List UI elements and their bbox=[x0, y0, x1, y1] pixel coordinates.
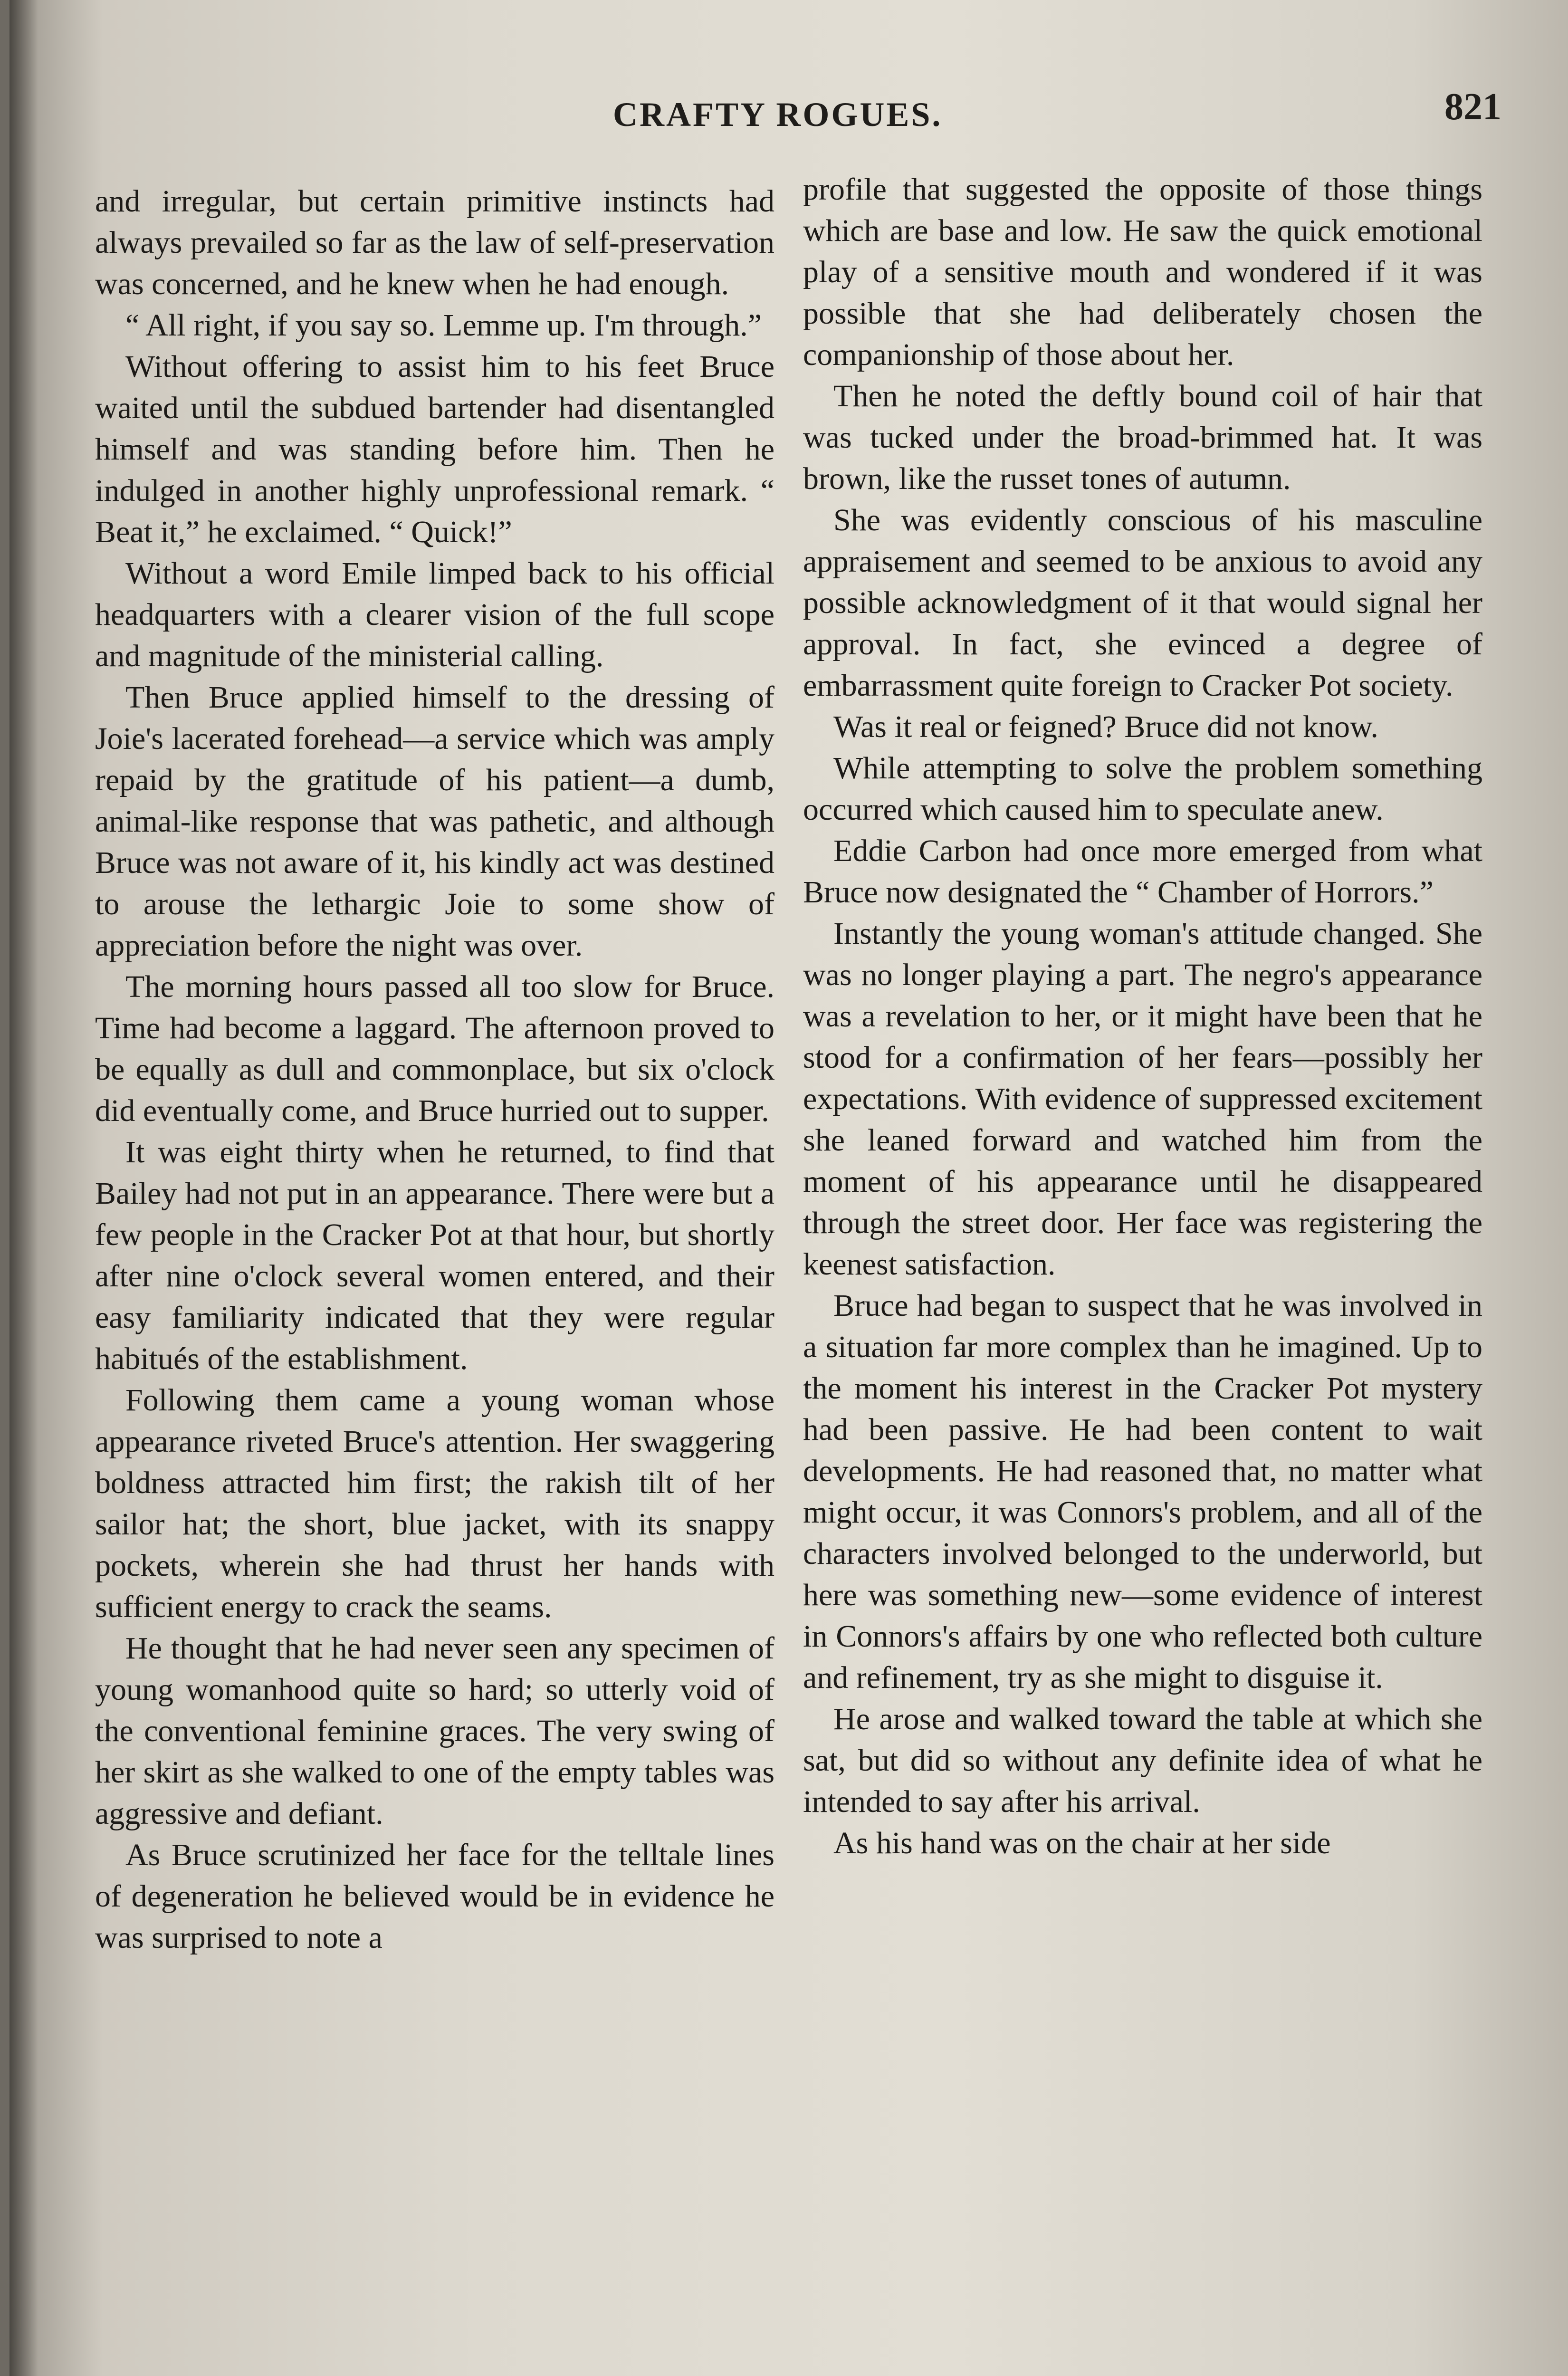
paragraph: He thought that he had never seen any specimen of young womanhood quite so hard; so utterly void of the conventional feminine graces. The very swing of her skirt as she walked to one of the empty tables was aggressive and defiant. bbox=[95, 1631, 774, 1831]
paragraph: She was evidently conscious of his masculine appraisement and seemed to be anxious to avoid any possible acknowledgment of it that would signal her approval. In fact, she evinced a degree of embarrassment quite foreign to Cracker Pot society. bbox=[803, 503, 1482, 703]
page-number: 821 bbox=[1444, 86, 1501, 128]
running-head: CRAFTY ROGUES. bbox=[613, 96, 943, 134]
paragraph: It was eight thirty when he returned, to find that Bailey had not put in an appearance. There were but a few people in the Cracker Pot at that hour, but shortly after nine o'clock several women entered, and their easy familiarity indicated that they were regular habitués of the establishment. bbox=[95, 1135, 774, 1376]
paragraph: He arose and walked toward the table at which she sat, but did so without any definite idea of what he intended to say after his arrival. bbox=[803, 1702, 1482, 1819]
paragraph: While attempting to solve the problem something occurred which caused him to speculate anew. bbox=[803, 751, 1482, 827]
paragraph: Without offering to assist him to his feet Bruce waited until the subdued bartender had disentangled himself and was standing before him. Then he indulged in another highly unprofessional remark. “ Beat it,” he exclaimed. “ Quick!” bbox=[95, 349, 774, 549]
right-column bbox=[803, 169, 1482, 1864]
paragraph: Eddie Carbon had once more emerged from what Bruce now designated the “ Chamber of Horrors.” bbox=[803, 834, 1482, 910]
paragraph: Then he noted the deftly bound coil of hair that was tucked under the broad-brimmed hat. It was brown, like the russet tones of autumn. bbox=[803, 379, 1482, 496]
paragraph: The morning hours passed all too slow for Bruce. Time had become a laggard. The afternoon proved to be equally as dull and commonplace, but six o'clock did eventually come, and Bruce hurried out to supper. bbox=[95, 969, 774, 1128]
book-page bbox=[10, 0, 1568, 2376]
page-gutter-shadow bbox=[10, 0, 38, 2376]
paragraph: Without a word Emile limped back to his official headquarters with a clearer vision of the full scope and magnitude of the ministerial calling. bbox=[95, 556, 774, 673]
paragraph: As Bruce scrutinized her face for the telltale lines of degeneration he believed would be in evidence he was surprised to note a bbox=[95, 1838, 774, 1955]
left-column bbox=[95, 181, 774, 1958]
paragraph: Was it real or feigned? Bruce did not know. bbox=[833, 709, 1378, 744]
paragraph: Following them came a young woman whose appearance riveted Bruce's attention. Her swaggering boldness attracted him first; the rakish tilt of her sailor hat; the short, blue jacket, with its snappy pockets, wherein she had thrust her hands with sufficient energy to crack the seams. bbox=[95, 1383, 774, 1624]
paragraph: profile that suggested the opposite of those things which are base and low. He saw the quick emotional play of a sensitive mouth and wondered if it was possible that she had deliberately chosen the companionship of those about her. bbox=[803, 172, 1482, 372]
paragraph: and irregular, but certain primitive instincts had always prevailed so far as the law of self-preservation was concerned, and he knew when he had enough. bbox=[95, 184, 774, 301]
paragraph: Then Bruce applied himself to the dressing of Joie's lacerated forehead—a service which was amply repaid by the gratitude of his patient—a dumb, animal-like response that was pathetic, and although Bruce was not aware of it, his kindly act was destined to arouse the lethargic Joie to some show of appreciation before the night was over. bbox=[95, 680, 774, 963]
paragraph: “ All right, if you say so. Lemme up. I'm through.” bbox=[125, 308, 762, 343]
paragraph: Bruce had began to suspect that he was involved in a situation far more complex than he imagined. Up to the moment his interest in the Cracker Pot mystery had been passive. He had been content to wait developments. He had reasoned that, no matter what might occur, it was Connors's problem, and all of the characters involved belonged to the underworld, but here was something new—some evidence of interest in Connors's affairs by one who reflected both culture and refinement, try as she might to disguise it. bbox=[803, 1288, 1482, 1695]
paragraph: Instantly the young woman's attitude changed. She was no longer playing a part. The negro's appearance was a revelation to her, or it might have been that he stood for a confirmation of her fears—possibly her expectations. With evidence of suppressed excitement she leaned forward and watched him from the moment of his appearance until he disappeared through the street door. Her face was registering the keenest satisfaction. bbox=[803, 916, 1482, 1282]
paragraph: As his hand was on the chair at her side bbox=[833, 1826, 1331, 1860]
